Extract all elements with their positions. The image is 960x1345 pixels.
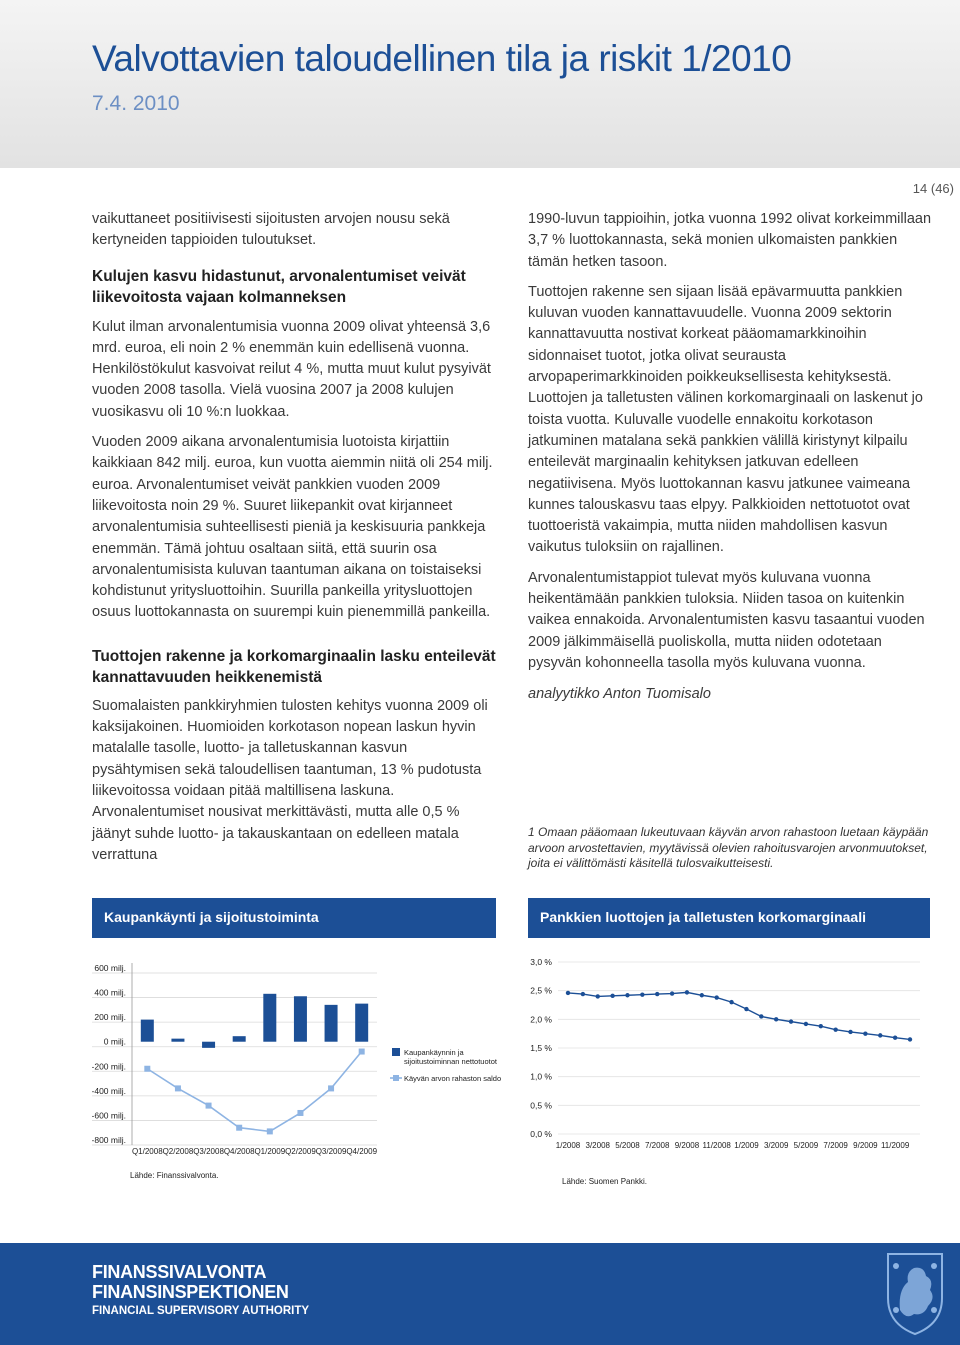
line-point — [581, 992, 585, 996]
series-line — [568, 992, 910, 1039]
series-line — [147, 1052, 361, 1132]
x-tick-label: 3/2008 — [585, 1141, 610, 1150]
paragraph: Arvonalentumistappiot tulevat myös kuluvana vuonna heikentämään pankkien tuloksia. Niiden tasoa on kuitenkin vaikea ennakoida. Arvonalentumisten kasvu tasaantui vuoden 2009 jälkimmäisellä puoliskolla, mutta niiden odotetaan pysyvän kohonneella tasolla myös kuluvana vuonna. — [528, 569, 925, 671]
legend-swatch — [392, 1048, 400, 1056]
page-number: 14 (46) — [912, 181, 954, 196]
x-tick-label: Q4/2008 — [223, 1147, 255, 1156]
bar — [263, 994, 276, 1042]
footnote: 1 Omaan pääomaan lukeutuvaan käyvän arvon rahastoon luetaan käypään arvoon arvostettavien, myytävissä olevien rahoitusvarojen arvonmuutokset, joita ei välittömästi käsitellä tulosvaikutteisesti. — [528, 825, 929, 870]
x-tick-label: Q2/2009 — [285, 1147, 316, 1156]
legend-label: sijoitustoiminnan nettotuotot — [404, 1057, 497, 1066]
line-point — [789, 1019, 793, 1023]
line-point — [729, 1000, 733, 1004]
y-tick-label: -800 milj. — [92, 1135, 126, 1145]
paragraph: 1990-luvun tappioihin, jotka vuonna 1992 olivat korkeimmillaan 3,7 % luottokannasta, sekä monien ulkomaisten pankkien tämän hetken tasoon. — [528, 211, 932, 270]
margin-chart — [528, 950, 938, 1190]
footer-org-fi: FINANSSIVALVONTA — [92, 1262, 267, 1282]
line-point — [206, 1103, 212, 1109]
bar — [233, 1036, 246, 1042]
report-date: 7.4. 2010 — [92, 92, 180, 115]
y-tick-label: -600 milj. — [92, 1110, 126, 1121]
trading-chart — [92, 950, 512, 1190]
report-title: Valvottavien taloudellinen tila ja riskit 1/2010 — [92, 38, 792, 79]
y-tick-label: 600 milj. — [94, 963, 126, 973]
legend-label: Käyvän arvon rahaston saldo — [404, 1074, 502, 1083]
footer-org-sv: FINANSINSPEKTIONEN — [92, 1282, 289, 1302]
x-tick-label: Q2/2008 — [162, 1147, 194, 1156]
legend-label: Kaupankäynnin ja — [404, 1048, 464, 1057]
x-tick-label: 7/2008 — [644, 1141, 670, 1150]
line-point — [700, 993, 704, 997]
left-column — [92, 209, 498, 875]
x-tick-label: 11/2008 — [702, 1141, 731, 1150]
paragraph: vaikuttaneet positiivisesti sijoitusten arvojen nousu sekä kertyneiden tappioiden tuloutukset. — [92, 211, 450, 249]
line-point — [566, 991, 570, 995]
line-point — [908, 1037, 912, 1041]
y-tick-label: 0,5 % — [530, 1100, 552, 1111]
y-tick-label: -400 milj. — [92, 1085, 126, 1096]
line-point — [267, 1128, 273, 1134]
line-point — [774, 1017, 778, 1021]
y-tick-label: 2,5 % — [530, 985, 552, 996]
bar — [171, 1039, 184, 1042]
line-point — [596, 994, 600, 998]
line-point — [236, 1125, 242, 1131]
line-point — [848, 1030, 852, 1034]
line-point — [610, 994, 614, 998]
bar — [141, 1020, 154, 1042]
paragraph: Suomalaisten pankkiryhmien tulosten kehitys vuonna 2009 oli kaksijakoinen. Huomioiden korkotason nopean laskun hyvin matalalle tasolle, luotto- ja talletuskannan kasvun pysähtymisen sekä taloudellisen taantuman, 13 % pudotusta liikevoitossa voidaan pitää maltillisena laskuna. Arvonalentumiset nousivat merkittävästi, mutta alle 0,5 % jäänyt suhde luotto- ja takauskantaan on edelleen matala verrattuna — [92, 697, 488, 863]
page-header — [0, 0, 960, 168]
footer-org-en: FINANCIAL SUPERVISORY AUTHORITY — [92, 1305, 310, 1317]
line-point — [685, 990, 689, 994]
y-tick-label: -200 milj. — [92, 1061, 126, 1072]
line-point — [744, 1007, 748, 1011]
x-tick-label: Q1/2008 — [131, 1147, 163, 1156]
line-point — [297, 1110, 303, 1116]
x-tick-label: 1/2008 — [555, 1141, 581, 1150]
line-point — [878, 1033, 882, 1037]
x-tick-label: 11/2009 — [880, 1141, 910, 1150]
paragraph: Kulut ilman arvonalentumisia vuonna 2009 olivat yhteensä 3,6 mrd. euroa, eli noin 2 % enemmän kuin edellisenä vuonna. Henkilöstökulut kasvoivat reilut 4 %, mutta muut kulut pysyivät vuoden 2008 tasolla. Vielä vuosina 2007 ja 2008 kulujen vuosikasvu oli 10 %:n luokkaa. — [92, 318, 491, 420]
x-tick-label: 9/2009 — [853, 1141, 878, 1150]
line-point — [819, 1024, 823, 1028]
y-tick-label: 0 milj. — [103, 1036, 126, 1047]
paragraph: Vuoden 2009 aikana arvonalentumisia luotoista kirjattiin kaikkiaan 842 milj. euroa, kun vuotta aiemmin niitä oli 254 milj. euroa. Arvonalentumiset veivät pankkien vuoden 2009 liikevoitosta noin 29 %. Suuret liikepankit ovat kirjanneet arvonalentumisia suhteellisesti pieniä ja keskisuuria pankkeja enemmän. Tämä johtuu osaltaan siitä, että suurin osa arvonalentumisista kuluvan taantuman aikana on toistaiseksi kohdistunut yritysluottoihin. Suurilla pankeilla yritysluottojen osuus luottokannasta on suurempi kuin pienemmillä pankeilla. — [92, 434, 493, 621]
x-tick-label: 5/2009 — [793, 1141, 819, 1150]
line-point — [863, 1031, 867, 1035]
x-tick-label: 9/2008 — [674, 1141, 700, 1150]
line-point — [144, 1066, 150, 1072]
y-tick-label: 200 milj. — [94, 1012, 126, 1023]
bar — [294, 996, 307, 1041]
lion-crest-icon — [880, 1250, 950, 1338]
line-point — [804, 1022, 808, 1026]
y-tick-label: 1,0 % — [530, 1071, 552, 1082]
line-point — [640, 992, 644, 996]
line-point — [328, 1085, 334, 1091]
section-heading: Tuottojen rakenne ja korkomarginaalin lasku enteilevät kannattavuuden heikkenemistä — [92, 647, 496, 686]
line-point — [759, 1014, 763, 1018]
line-point — [670, 991, 674, 995]
bar — [325, 1005, 338, 1042]
analyst-signature: analyytikko Anton Tuomisalo — [528, 686, 711, 703]
line-point — [625, 993, 629, 997]
x-tick-label: Q3/2009 — [315, 1147, 347, 1156]
line-point — [175, 1085, 181, 1091]
line-point — [359, 1049, 365, 1055]
y-tick-label: 400 milj. — [94, 987, 126, 998]
legend-swatch — [393, 1075, 399, 1081]
y-tick-label: 3,0 % — [530, 957, 552, 967]
bar — [202, 1042, 215, 1048]
line-point — [655, 992, 659, 996]
x-tick-label: 3/2009 — [763, 1141, 789, 1150]
chart-title-left: Kaupankäynti ja sijoitustoiminta — [92, 898, 496, 938]
y-tick-label: 1,5 % — [530, 1043, 552, 1053]
line-point — [714, 995, 718, 999]
paragraph: Tuottojen rakenne sen sijaan lisää epävarmuutta pankkien kuluvan vuoden kannattavuudelle. Vuonna 2009 sektorin kannattavuutta nostivat korkeat pääomamarkkinoihin sidonnaiset tuotot, jotka olivat seurausta arvopaperimarkkinoiden poikkeuksellisesta kehityksestä. Luottojen ja talletusten välinen korkomarginaali on laskenut jo toista vuotta. Kuluvalle vuodelle ennakoitu korkotason jatkuminen matalana sekä pankkien välillä kiristynyt kilpailu enteilevät marginaalin kehityksen jatkuvan edelleen negatiivisena. Myös luottokannan kasvu jatkunee vaimeana kunnes talouskasvu taas elpyy. Palkkioiden nettotuotot ovat tuottoeristä vakaimpia, mutta niiden mahdollisen kasvun vaikutus tuloksiin on rajallinen. — [528, 283, 923, 556]
x-tick-label: 7/2009 — [823, 1141, 848, 1150]
y-tick-label: 2,0 % — [530, 1014, 552, 1025]
x-tick-label: 1/2009 — [734, 1141, 759, 1150]
y-tick-label: 0,0 % — [530, 1129, 552, 1139]
x-tick-label: Q1/2009 — [254, 1147, 286, 1156]
line-point — [833, 1027, 837, 1031]
chart-title-right: Pankkien luottojen ja talletusten korkomarginaali — [528, 898, 930, 938]
x-tick-label: 5/2008 — [615, 1141, 640, 1150]
chart-source: Lähde: Finanssivalvonta. — [130, 1171, 219, 1180]
line-point — [893, 1035, 897, 1039]
right-column — [528, 209, 938, 715]
x-tick-label: Q3/2008 — [193, 1147, 224, 1156]
bar — [355, 1004, 368, 1042]
x-tick-label: Q4/2009 — [346, 1147, 378, 1156]
chart-source: Lähde: Suomen Pankki. — [562, 1177, 647, 1186]
section-heading: Kulujen kasvu hidastunut, arvonalentumiset veivät liikevoitosta vajaan kolmanneksen — [92, 267, 466, 306]
